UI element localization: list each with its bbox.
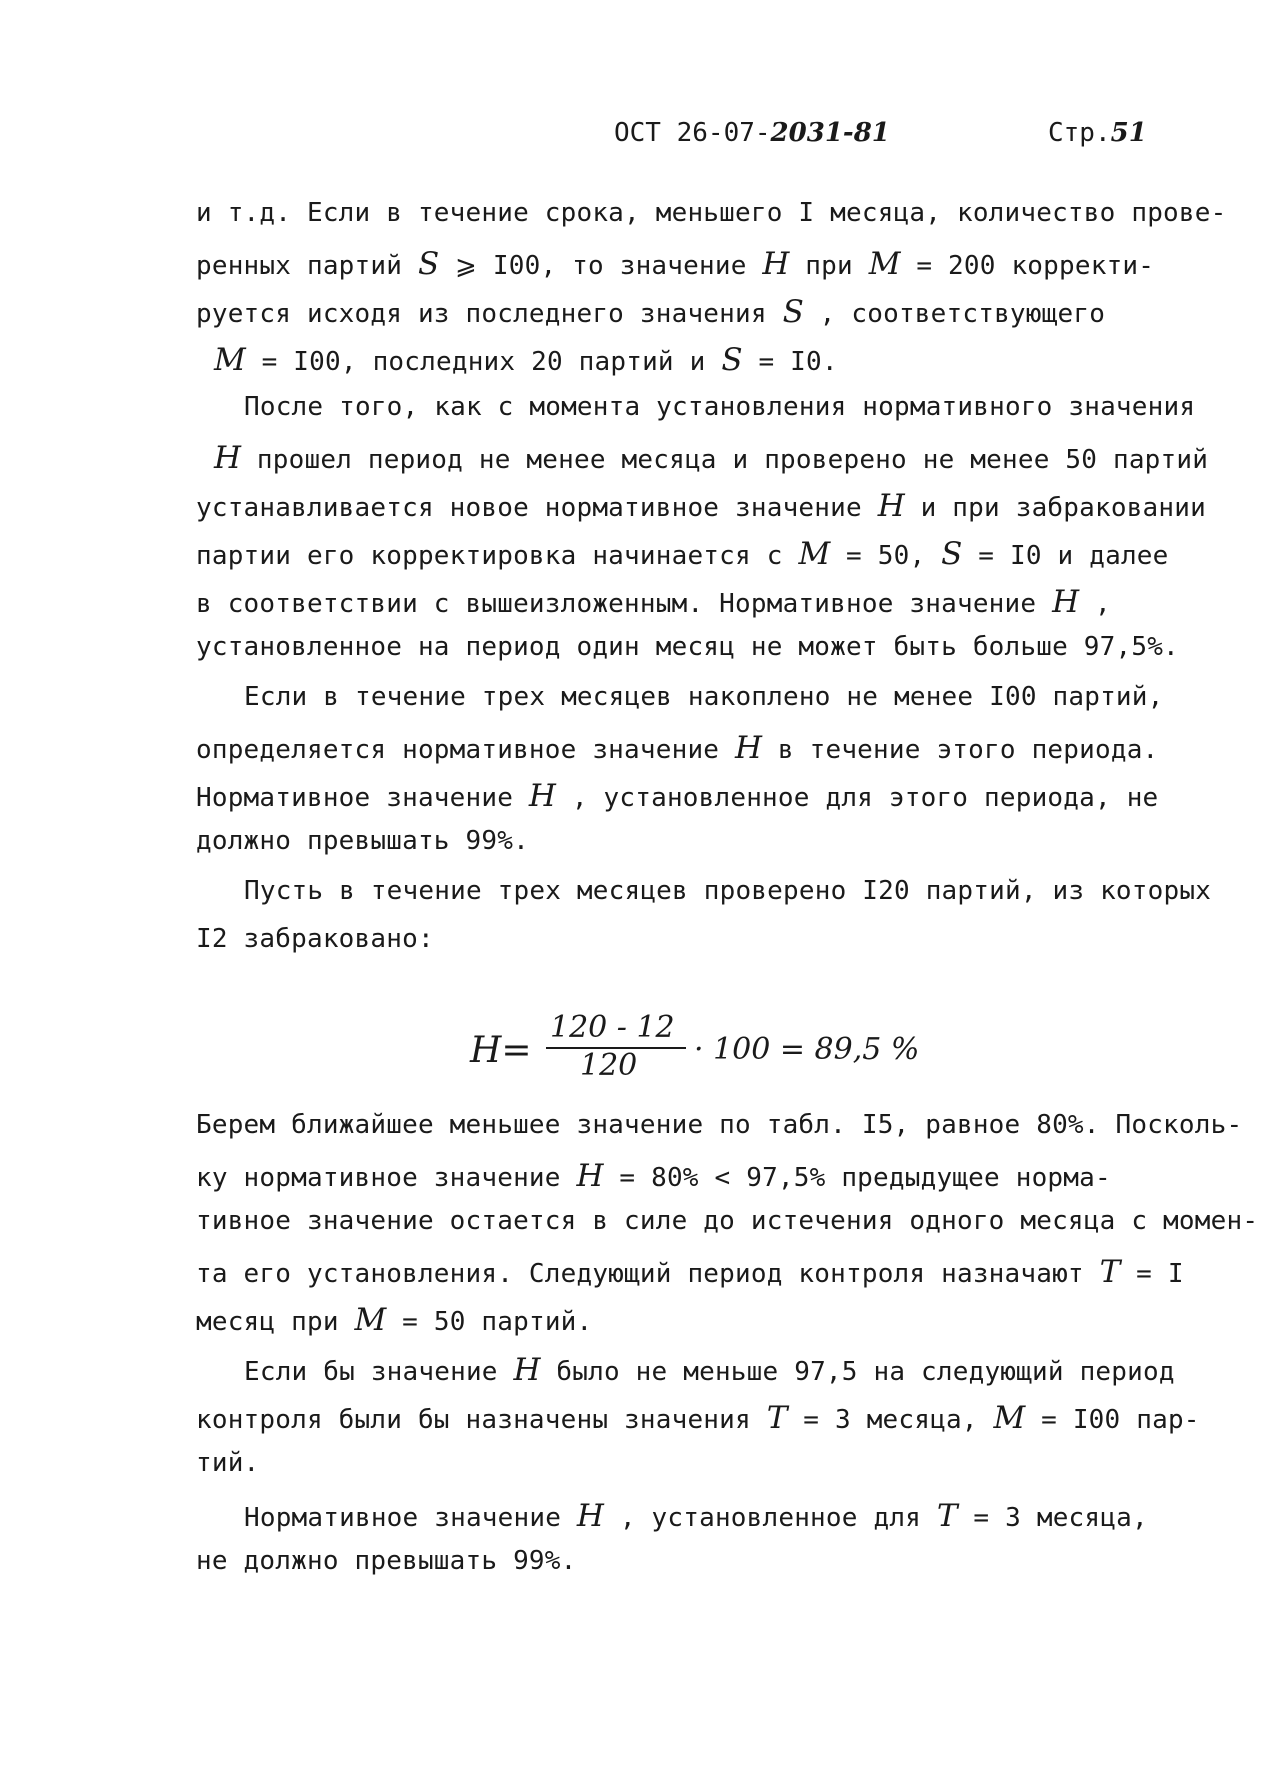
text-fragment: , соответствующего	[803, 299, 1106, 329]
text-fragment: Нормативное значение	[244, 1503, 577, 1533]
text-fragment: было не меньше 97,5 на следующий период	[540, 1357, 1175, 1387]
text-line	[196, 536, 1169, 572]
text-fragment: Берем ближайшее меньшее значение по табл. I5, равное 80%. Посколь-	[196, 1110, 1243, 1140]
document-code-number: 2031-81	[770, 118, 890, 148]
math-variable: T	[936, 1498, 958, 1534]
text-fragment: и т.д. Если в течение срока, меньшего I месяца, количество прове-	[196, 198, 1227, 228]
math-variable: H	[735, 730, 763, 766]
text-fragment: и при забраковании	[904, 493, 1206, 523]
text-line	[196, 1448, 259, 1478]
text-line	[196, 730, 1158, 766]
document-code-prefix: ОСТ 26-07-	[614, 118, 771, 148]
math-variable: H	[576, 1158, 604, 1194]
page-number-prefix: Стр.	[1048, 118, 1111, 148]
math-variable: H	[762, 246, 790, 282]
text-line	[196, 488, 1206, 524]
formula-numerator: 120 - 12	[550, 1010, 675, 1045]
text-line	[196, 584, 1111, 620]
text-fragment: руется исходя из последнего значения	[196, 299, 783, 329]
math-variable: H	[576, 1498, 604, 1534]
text-fragment: = I0 и далее	[962, 541, 1169, 571]
text-fragment: = 3 месяца,	[957, 1503, 1148, 1533]
text-line	[196, 778, 1158, 814]
math-variable: H	[214, 440, 242, 476]
text-line	[196, 1302, 592, 1338]
math-variable: T	[1099, 1254, 1121, 1290]
math-variable: M	[993, 1400, 1026, 1436]
math-variable: T	[766, 1400, 788, 1436]
text-fragment: прошел период не менее месяца и проверено не менее 50 партий	[241, 445, 1209, 475]
text-fragment: = I0.	[742, 347, 838, 377]
text-line	[244, 682, 1164, 712]
text-line	[196, 924, 434, 954]
text-line	[196, 246, 1154, 282]
text-line	[244, 1352, 1175, 1388]
text-fragment: та его установления. Следующий период контроля назначают	[196, 1259, 1100, 1289]
math-variable: H	[1052, 584, 1080, 620]
page-number-value: 51	[1110, 118, 1147, 148]
text-line	[244, 876, 1211, 906]
math-variable: M	[354, 1302, 387, 1338]
text-fragment: , установленное для этого периода, не	[555, 783, 1159, 813]
text-fragment: = 200 корректи-	[900, 251, 1155, 281]
text-fragment: = I00 пар-	[1025, 1405, 1200, 1435]
math-variable: M	[798, 536, 831, 572]
text-line	[196, 1254, 1184, 1290]
text-line	[196, 826, 529, 856]
text-fragment: Если бы значение	[244, 1357, 514, 1387]
text-fragment: должно превышать 99%.	[196, 826, 529, 856]
text-line	[196, 198, 1226, 228]
text-line	[196, 1400, 1200, 1436]
text-fragment: , установленное для	[603, 1503, 937, 1533]
text-fragment: в течение этого периода.	[762, 735, 1159, 765]
text-line	[214, 440, 1208, 476]
text-fragment: = 50,	[830, 541, 942, 571]
formula-denominator: 120	[580, 1048, 638, 1083]
text-fragment: ⩾ I00, то значение	[439, 251, 763, 281]
text-fragment: После того, как с момента установления нормативного значения	[244, 392, 1196, 422]
text-fragment: тий.	[196, 1448, 260, 1478]
text-line	[196, 1158, 1111, 1194]
text-fragment: = 80% < 97,5% предыдущее норма-	[603, 1163, 1111, 1193]
text-fragment: Если в течение трех месяцев накоплено не менее I00 партий,	[244, 682, 1164, 712]
text-fragment: ку нормативное значение	[196, 1163, 577, 1193]
text-fragment: контроля были бы назначены значения	[196, 1405, 767, 1435]
math-variable: M	[868, 246, 901, 282]
math-variable: S	[721, 342, 743, 378]
text-fragment: = 50 партий.	[386, 1307, 593, 1337]
text-fragment: месяц при	[196, 1307, 355, 1337]
math-variable: H	[877, 488, 905, 524]
document-code	[614, 118, 890, 148]
text-fragment: партии его корректировка начинается с	[196, 541, 799, 571]
text-fragment: в соответствии с вышеизложенным. Нормативное значение	[196, 589, 1053, 619]
math-variable: S	[417, 246, 440, 282]
math-variable: H	[513, 1352, 541, 1388]
text-line	[196, 1110, 1242, 1140]
math-variable: H	[528, 778, 556, 814]
text-fragment: установленное на период один месяц не может быть больше 97,5%.	[196, 632, 1179, 662]
formula-lhs: H=	[470, 1030, 532, 1071]
text-fragment: при	[789, 251, 869, 281]
text-fragment: Пусть в течение трех месяцев проверено I20 партий, из которых	[244, 876, 1212, 906]
page-number	[1048, 118, 1147, 148]
text-fragment: ренных партий	[196, 251, 418, 281]
text-line	[214, 342, 838, 378]
text-fragment: не должно превышать 99%.	[196, 1546, 577, 1576]
text-line	[244, 1498, 1148, 1534]
text-line	[244, 392, 1195, 422]
math-variable: S	[782, 294, 804, 330]
math-variable: M	[214, 342, 246, 378]
text-fragment: = I00, последних 20 партий и	[245, 347, 722, 377]
text-line	[196, 1206, 1258, 1236]
text-fragment: = I	[1120, 1259, 1184, 1289]
text-line	[196, 632, 1179, 662]
text-fragment: ,	[1079, 589, 1111, 619]
formula-rhs: · 100 = 89,5 %	[694, 1032, 920, 1067]
text-fragment: тивное значение остается в силе до истечения одного месяца с момен-	[196, 1206, 1259, 1236]
math-variable: S	[941, 536, 963, 572]
text-line	[196, 1546, 576, 1576]
text-fragment: I2 забраковано:	[196, 924, 434, 954]
text-fragment: устанавливается новое нормативное значение	[196, 493, 878, 523]
text-fragment: Нормативное значение	[196, 783, 529, 813]
text-line	[196, 294, 1105, 330]
text-fragment: определяется нормативное значение	[196, 735, 736, 765]
text-fragment: = 3 месяца,	[787, 1405, 994, 1435]
